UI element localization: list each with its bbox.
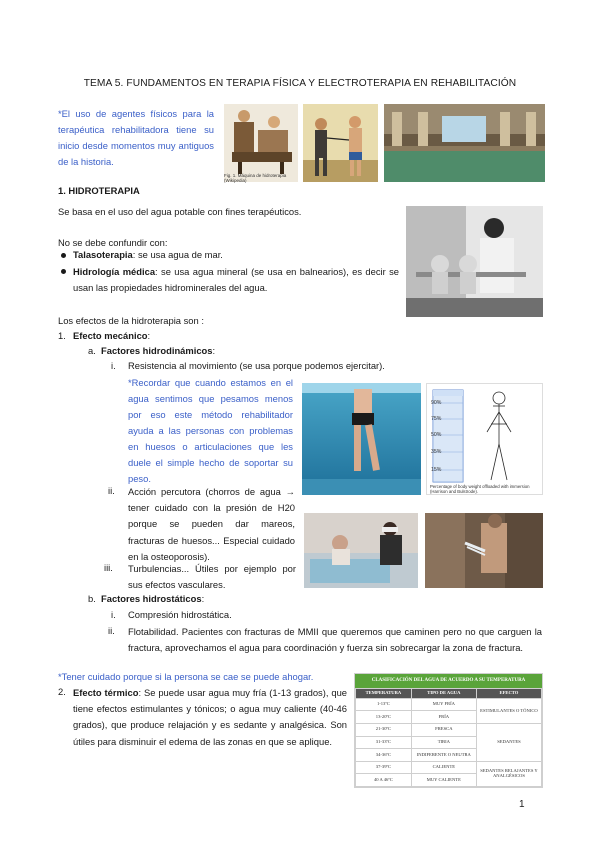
drowning-note: *Tener cuidado porque si la persona se cae se puede ahogar. (58, 671, 314, 682)
table-row (356, 698, 542, 711)
temperature-table (354, 673, 543, 788)
numbered-label: 1. (58, 330, 66, 341)
bullet-term: Hidrología médica (73, 266, 156, 277)
vintage-baby-hydrotherapy-photo (406, 206, 543, 317)
intro-note: *El uso de agentes físicos para la terapéutica rehabilitadora tiene su inicio desde momentos muy antiguos de la historia. (58, 108, 214, 167)
table-cell: ESTIMULANTES O TÓNICO (476, 698, 541, 723)
heading-colon: : (147, 330, 151, 341)
table-cell: MUY FRÍA (411, 698, 476, 711)
weight-offload-chart (426, 383, 543, 495)
hydrotherapy-machine-photo (224, 104, 298, 182)
whirlpool-tub-photo (304, 513, 418, 588)
table-cell: 34-36ºC (356, 749, 412, 762)
table-header: TEMPERATURA (356, 688, 412, 698)
mechanical-effect-title: Efecto mecánico (73, 330, 148, 341)
table-cell: 31-33ºC (356, 736, 412, 749)
table-header: TIPO DE AGUA (411, 688, 476, 698)
sub-label: a. (88, 345, 96, 356)
numbered-label: 2. (58, 686, 66, 697)
effects-intro: Los efectos de la hidroterapia son : (58, 315, 204, 326)
table-cell: INDIFERENTE O NEUTRA (411, 749, 476, 762)
thermal-effect-title: Efecto térmico (73, 687, 139, 698)
page-number: 1 (519, 799, 525, 810)
bullet-text: : se usa agua de mar. (132, 249, 223, 260)
buoyancy-text: Flotabilidad. Pacientes con fracturas de MMII que queremos que caminen pero no que carguen la fractura, aprovechamos el agua para coordinación y fuerza sin sobrecargar la zona de fractura. (128, 626, 542, 654)
table-cell: MUY CALIENTE (411, 774, 476, 787)
roman-label: ii. (108, 625, 115, 636)
hose-therapy-photo (303, 104, 378, 182)
sub-label: b. (88, 593, 96, 604)
underwater-walking-photo (302, 383, 421, 495)
table-cell: SEDANTES RELAJANTES Y ANALGÉSICOS (476, 761, 541, 786)
heading-colon: : (212, 345, 216, 356)
roman-baths-photo (384, 104, 545, 182)
table-row (356, 761, 542, 774)
chart-tick: 50% (431, 432, 442, 438)
table-cell: CALIENTE (411, 761, 476, 774)
chart-tick: 35% (431, 449, 442, 455)
thermal-effect-body: : Se puede usar agua muy fría (1-13 grados), que tiene efectos estimulantes y tónicos; o agua muy caliente (40-46 grados), que produce relajación y es sedante y analgésica. Son útiles para disminuir el edema de las zonas en que se aplique. (73, 687, 348, 747)
bullet-text: : se usa agua mineral (se usa en balnearios), es decir se usan las propiedades hidrominerales del agua. (73, 266, 399, 294)
section-definition: Se basa en el uso del agua potable con fines terapéuticos. (58, 206, 302, 217)
table-cell: 21-30ºC (356, 723, 412, 736)
table-caption: CLASIFICACIÓN DEL AGUA DE ACUERDO A SU TEMPERATURA (355, 674, 542, 688)
hydrostatic-title: Factores hidrostáticos (101, 593, 202, 604)
weight-note: *Recordar que cuando estamos en el agua sentimos que pesamos menos por eso este método rehabilitador ayuda a las personas con problemas en huesos o articulaciones que les duele el simple hecho de soportar su peso. (128, 377, 293, 484)
photo-caption: Fig. 1. Máquina de hidroterapia (Wikipedia) (224, 173, 287, 183)
water-jet-photo (425, 513, 543, 588)
table-cell: SEDANTES (476, 723, 541, 761)
table-cell: FRESCA (411, 723, 476, 736)
percussion-text: Acción percutora (chorros de agua → tener cuidado con la presión de H20 porque se pueden dar mareos, fracturas de huesos... Especial cuidado en la osteoporosis). (128, 486, 295, 562)
table-header-row (356, 688, 542, 698)
table-header: EFECTO (476, 688, 541, 698)
bullet-term: Talasoterapia (73, 249, 133, 260)
hydrodynamic-heading (101, 344, 215, 359)
roman-label: i. (111, 360, 116, 371)
table-row (356, 723, 542, 736)
page-title: TEMA 5. FUNDAMENTOS EN TERAPIA FÍSICA Y ELECTROTERAPIA EN REHABILITACIÓN (83, 78, 517, 89)
mechanical-effect-heading (73, 329, 150, 344)
chart-tick: 15% (431, 467, 442, 473)
roman-label: ii. (108, 485, 115, 496)
roman-label: i. (111, 609, 116, 620)
table-cell: FRÍA (411, 711, 476, 724)
table-cell: 40 A 46ºC (356, 774, 412, 787)
table-cell: 13-20ºC (356, 711, 412, 724)
section-heading: 1. HIDROTERAPIA (58, 185, 140, 196)
resistance-text: Resistencia al movimiento (se usa porque podemos ejercitar). (128, 360, 385, 371)
turbulence-text: Turbulencias... Útiles por ejemplo por sus efectos vasculares. (128, 563, 296, 591)
table-cell: 37-39ºC (356, 761, 412, 774)
hydrostatic-heading (101, 592, 204, 607)
chart-tick: 75% (431, 416, 442, 422)
chart-caption: Percentage of body weight offloaded with immersion (Harrison and Bulstrode). (430, 484, 530, 494)
heading-colon: : (201, 593, 205, 604)
confusion-intro: No se debe confundir con: (58, 237, 168, 248)
table-cell: TIBIA (411, 736, 476, 749)
thermal-effect-text (73, 685, 347, 750)
chart-tick: 90% (431, 400, 442, 406)
bullet-dot (61, 253, 66, 258)
hydrodynamic-title: Factores hidrodinámicos (101, 345, 213, 356)
compression-text: Compresión hidrostática. (128, 609, 232, 620)
bullet-hidrologia (73, 264, 399, 297)
table-cell: 1-13ºC (356, 698, 412, 711)
bullet-talasoterapia (73, 248, 403, 263)
roman-label: iii. (104, 562, 113, 573)
bullet-dot (61, 269, 66, 274)
